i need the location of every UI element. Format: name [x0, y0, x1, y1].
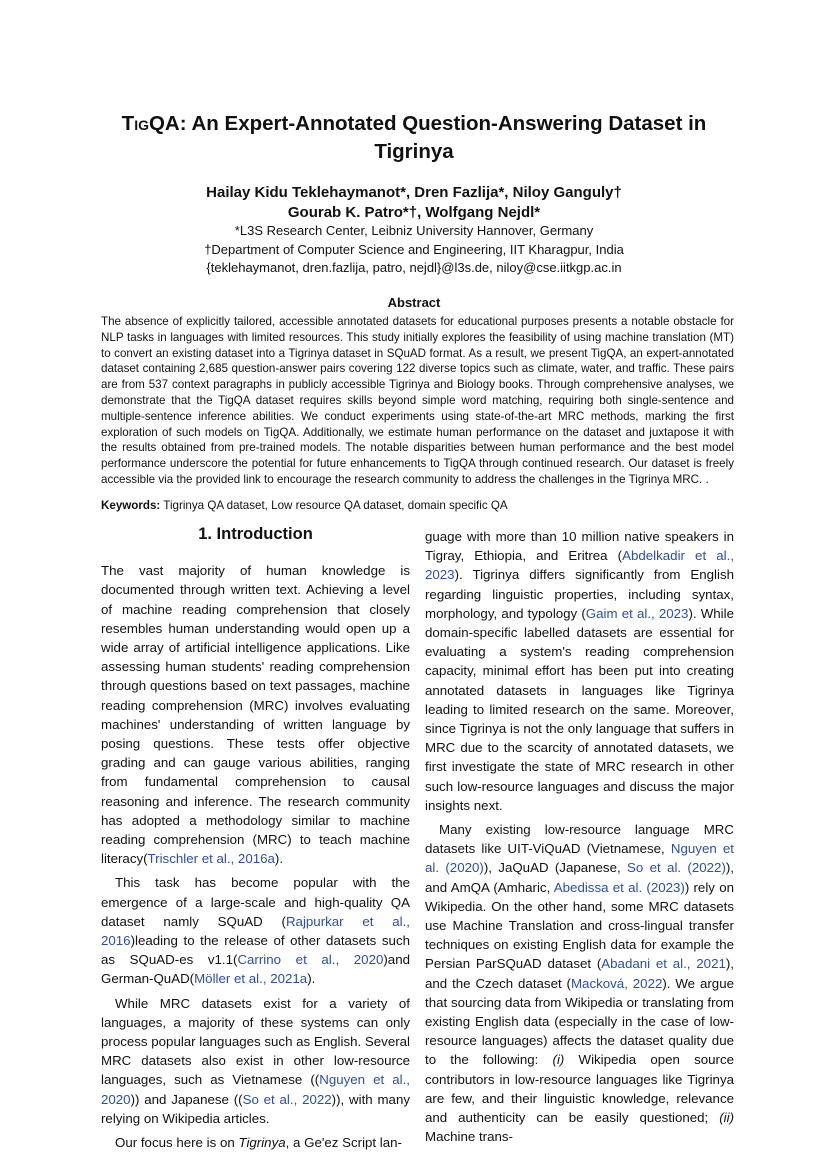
citation-link[interactable]: Abedissa et al. (2023)	[553, 879, 685, 895]
intro-paragraph-5: Many existing low-resource language MRC datasets like UIT-ViQuAD (Vietnamese, Nguyen et al. (2020)), JaQuAD (Japanese, So et al. (2022)), and AmQA (Amharic, Abedissa et al. (2023)) rely on Wikipedia. On the other hand, some MRC datasets use Machine Translation and cross-lingual transfer techniques on existing English data for example the Persian ParSQuAD dataset (Abadani et al., 2021), and the Czech dataset (Macková, 2022). We argue that sourcing data from Wikipedia or translating from existing English data (especially in the case of low-resource languages) affects the dataset quality due to the following: (i) Wikipedia open source contributors in low-resource languages like Tigrinya are few, and their linguistic knowledge, relevance and authenticity can be easily questioned; (ii) Machine trans-	[425, 822, 734, 1145]
intro-paragraph-4-cont: guage with more than 10 million native speakers in Tigray, Ethiopia, and Eritrea (Abdelkadir et al., 2023). Tigrinya differs significantly from English regarding linguistic properties, including syntax, morphology, and typology (Gaim et al., 2023). While domain-specific labelled datasets are essential for evaluating a system's reading comprehension capacity, minimal effort has been put into creating annotated datasets in languages like Tigrinya leading to limited research on the same. Moreover, since Tigrinya is not the only language that suffers in MRC due to the scarcity of annotated datasets, we first investigate the state of MRC research in other such low-resource languages and discuss the major insights next.	[425, 529, 734, 813]
citation-link[interactable]: So et al., 2022	[242, 1091, 332, 1107]
citation-link[interactable]: Trischler et al., 2016a	[147, 851, 275, 867]
abstract-heading: Abstract	[387, 295, 441, 310]
author-list	[90, 183, 738, 223]
citation-link[interactable]: Nguyen et al. (2020)	[425, 841, 734, 876]
keywords-text: Tigrinya QA dataset, Low resource QA dataset, domain specific QA	[163, 499, 508, 512]
citation-link[interactable]: So et al. (2022)	[627, 860, 726, 876]
intro-paragraph-3: While MRC datasets exist for a variety of languages, a majority of these systems can only process popular languages such as English. Several MRC datasets also exist in other low-resource languages, such as Vietnamese ((Nguyen et al., 2020)) and Japanese ((So et al., 2022)), with many relying on Wikipedia articles.	[101, 995, 410, 1126]
title-prefix: T	[121, 112, 135, 135]
citation-link[interactable]: Carrino et al., 2020	[237, 952, 384, 968]
abstract-text: The absence of explicitly tailored, accessible annotated datasets for educational purposes presents a notable obstacle for NLP tasks in languages with limited resources. This study initially explores the feasibility of using machine translation (MT) to convert an existing dataset into a Tigrinya dataset in SQuAD format. As a result, we present TigQA, an expert-annotated dataset containing 2,685 question-answer pairs covering 122 diverse topics such as climate, water, and traffic. These pairs are from 537 context paragraphs in publicly accessible Tigrinya and Biology books. Through comprehensive analyses, we demonstrate that the TigQA dataset requires skills beyond simple word matching, requiring both single-sentence and multiple-sentence inference abilities. We conduct experiments using state-of-the-art MRC methods, marking the first exploration of such models on TigQA. Additionally, we estimate human performance on the dataset and juxtapose it with the results obtained from pre-trained models. The notable disparities between human performance and the best model performance underscore the potential for future enhancements to TigQA through continued research. Our dataset is freely accessible via the provided link to encourage the research community to address the challenges in the Tigrinya MRC. .	[101, 315, 734, 486]
title-small-caps: ig	[134, 112, 149, 135]
right-column	[425, 527, 734, 1152]
citation-link[interactable]: Rajpurkar et al., 2016	[101, 913, 410, 949]
citation-link[interactable]: Möller et al., 2021a	[194, 971, 308, 987]
citation-link[interactable]: Gaim et al., 2023	[585, 605, 689, 621]
title-rest: QA: An Expert-Annotated Question-Answering Dataset in Tigrinya	[148, 112, 707, 163]
citation-link[interactable]: Nguyen et al., 2020	[101, 1072, 410, 1107]
intro-paragraph-1: The vast majority of human knowledge is documented through written text. Achieving a level of machine reading comprehension that closely resembles human understanding would open up a wide array of artificial intelligence applications. Like assessing human students' reading comprehension through questions based on text passages, machine reading comprehension (MRC) involves evaluating machines' understanding of written language by posing questions. These tests offer objective grading and can gauge various abilities, ranging from fundamental comprehension to causal reasoning and inference. The research community has adopted a methodology similar to machine reading comprehension (MRC) to teach machine literacy(Trischler et al., 2016a).	[101, 563, 410, 867]
citation-link[interactable]: Abdelkadir et al., 2023	[425, 548, 734, 583]
author-emails: {teklehaymanot, dren.fazlija, patro, nejdl}@l3s.de, niloy@cse.iitkgp.ac.in	[206, 260, 622, 275]
paper-title	[90, 110, 738, 166]
affiliation-l3s: *L3S Research Center, Leibniz University Hannover, Germany	[234, 223, 594, 238]
authors-line-2: Gourab K. Patro*†, Wolfgang Nejdl*	[287, 204, 541, 221]
left-column	[101, 525, 410, 1157]
intro-paragraph-4: Our focus here is on Tigrinya, a Ge'ez Script lan-	[115, 1135, 402, 1151]
intro-paragraph-2: This task has become popular with the emergence of a large-scale and high-quality QA dataset namly SQuAD (Rajpurkar et al., 2016)leading to the release of other datasets such as SQuAD-es v1.1(Carrino et al., 2020)and German-QuAD(Möller et al., 2021a).	[101, 875, 410, 987]
keywords-label: Keywords:	[101, 499, 161, 512]
section-heading-introduction: 1. Introduction	[198, 525, 313, 543]
citation-link[interactable]: Abadani et al., 2021	[601, 956, 726, 972]
affiliation-iit: †Department of Computer Science and Engineering, IIT Kharagpur, India	[204, 241, 624, 257]
citation-link[interactable]: Macková, 2022	[570, 975, 663, 991]
affiliations	[90, 222, 738, 278]
authors-line-1: Hailay Kidu Teklehaymanot*, Dren Fazlija*, Niloy Ganguly†	[206, 184, 622, 201]
keywords-line	[101, 498, 734, 514]
